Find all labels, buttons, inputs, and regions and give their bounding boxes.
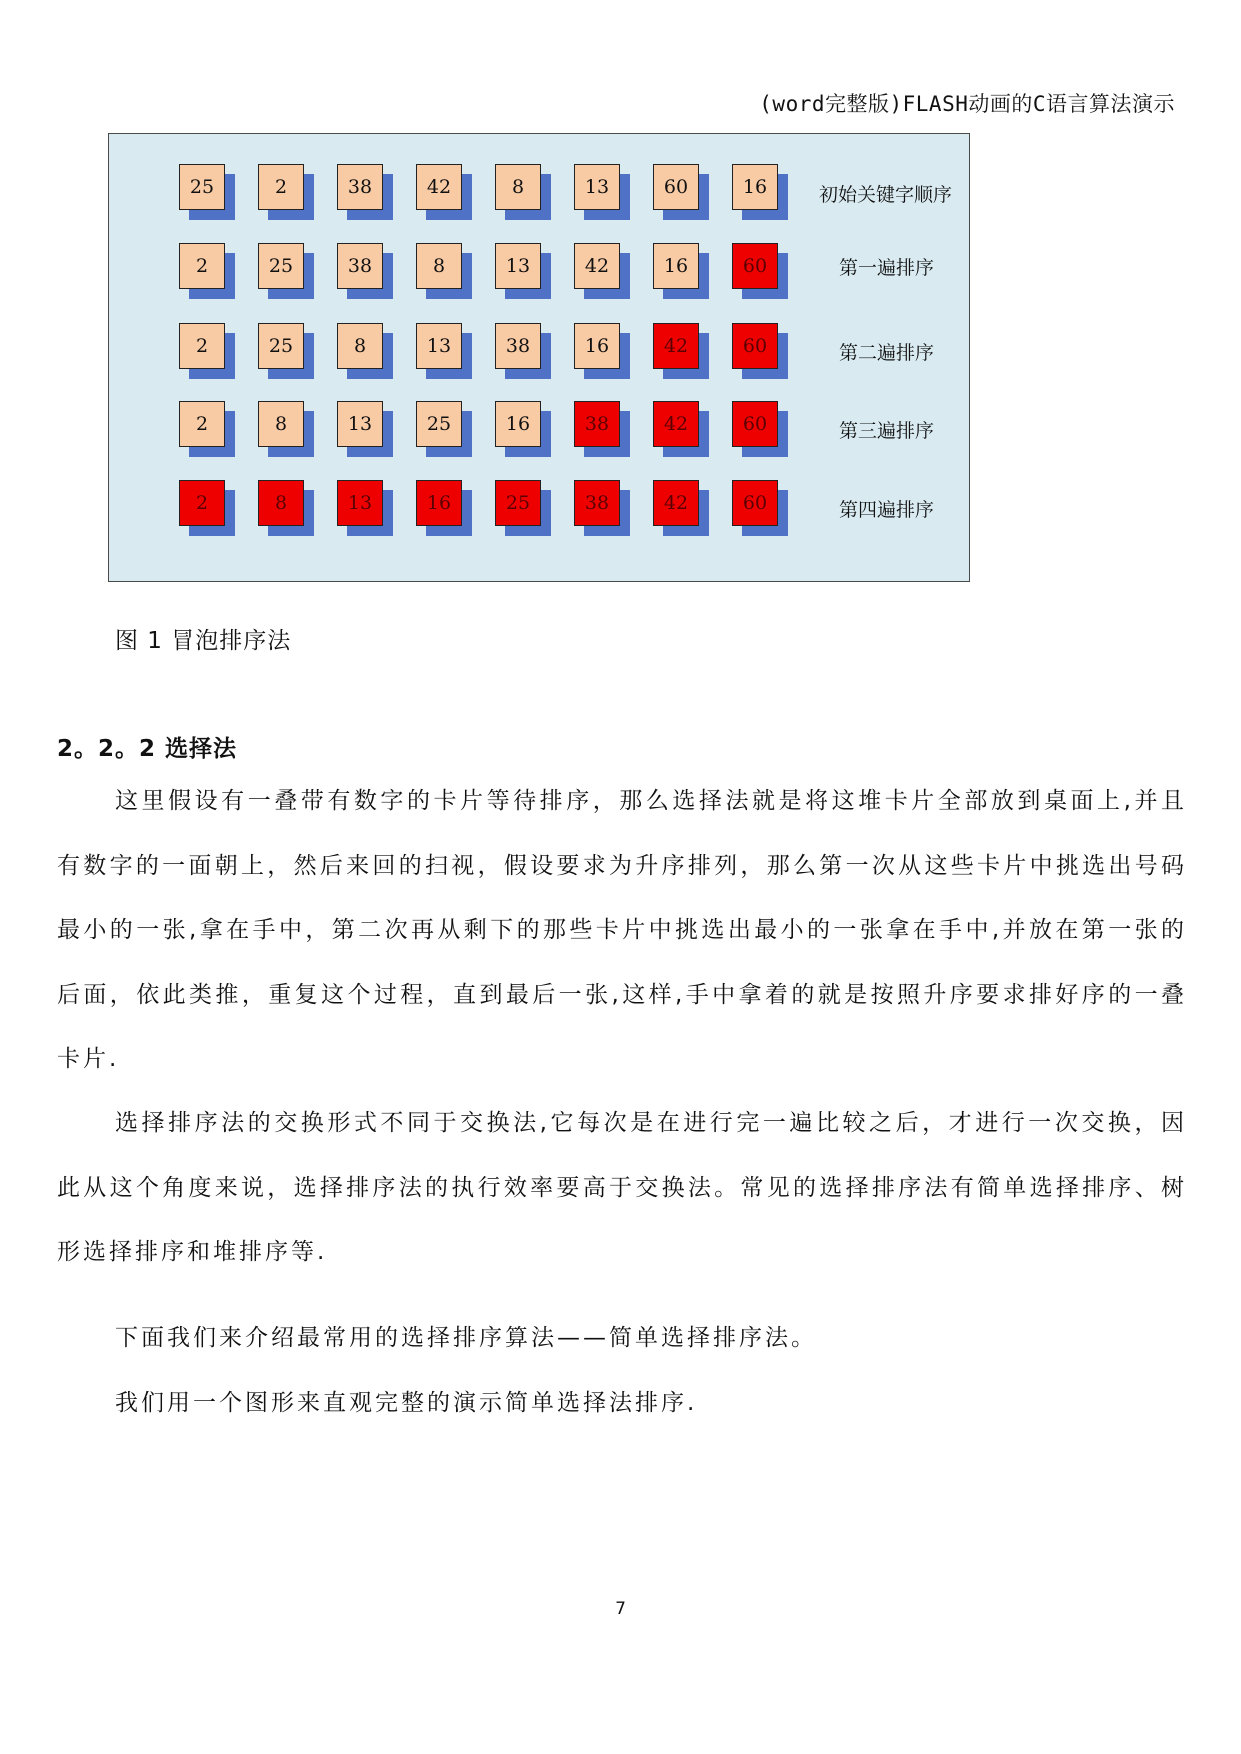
row-label: 第一遍排序	[839, 257, 935, 279]
sort-card: 38	[574, 480, 620, 526]
sort-card: 2	[258, 164, 304, 210]
sort-card: 16	[732, 164, 778, 210]
sort-card: 38	[337, 164, 383, 210]
sort-card: 38	[495, 323, 541, 369]
sort-card: 8	[258, 480, 304, 526]
sort-card: 60	[732, 243, 778, 289]
paragraph-1: 这里假设有一叠带有数字的卡片等待排序，那么选择法就是将这堆卡片全部放到桌面上,并且有数字的一面朝上，然后来回的扫视，假设要求为升序排列，那么第一次从这些卡片中挑选出号码最小的一张,拿在手中，第二次再从剩下的那些卡片中挑选出最小的一张拿在手中,并放在第一张的后面，依此类推，重复这个过程，直到最后一张,这样,手中拿着的就是按照升序要求排好序的一叠卡片.	[57, 788, 1187, 1072]
sort-card: 13	[337, 401, 383, 447]
sort-card: 25	[495, 480, 541, 526]
sort-card: 16	[574, 323, 620, 369]
paragraph-4: 我们用一个图形来直观完整的演示简单选择法排序.	[115, 1390, 698, 1416]
sort-card: 16	[653, 243, 699, 289]
sort-card: 38	[337, 243, 383, 289]
row-label: 第三遍排序	[839, 420, 935, 442]
row-label: 第四遍排序	[839, 499, 935, 521]
sort-card: 2	[179, 323, 225, 369]
section-heading: 2。2。2 选择法	[57, 736, 238, 762]
sort-card: 25	[416, 401, 462, 447]
sort-card: 60	[732, 401, 778, 447]
sort-card: 13	[574, 164, 620, 210]
sort-card: 38	[574, 401, 620, 447]
row-label: 第二遍排序	[839, 342, 935, 364]
sort-card: 42	[574, 243, 620, 289]
paragraph-3: 下面我们来介绍最常用的选择排序算法——简单选择排序法。	[115, 1325, 817, 1351]
figure-caption: 图 1 冒泡排序法	[115, 628, 292, 654]
sort-card: 25	[258, 323, 304, 369]
sort-card: 60	[653, 164, 699, 210]
sort-card: 13	[337, 480, 383, 526]
sort-card: 13	[416, 323, 462, 369]
sort-card: 60	[732, 480, 778, 526]
sort-card: 8	[416, 243, 462, 289]
sort-card: 42	[653, 401, 699, 447]
page-number: 7	[615, 1599, 626, 1619]
paragraph-2: 选择排序法的交换形式不同于交换法,它每次是在进行完一遍比较之后，才进行一次交换，因此从这个角度来说，选择排序法的执行效率要高于交换法。常见的选择排序法有简单选择排序、树形选择排序和堆排序等.	[57, 1110, 1187, 1265]
sort-card: 13	[495, 243, 541, 289]
sort-card: 42	[416, 164, 462, 210]
sort-card: 2	[179, 401, 225, 447]
sort-card: 2	[179, 243, 225, 289]
sort-card: 42	[653, 323, 699, 369]
sort-card: 25	[179, 164, 225, 210]
row-label: 初始关键字顺序	[819, 184, 953, 206]
sort-card: 8	[258, 401, 304, 447]
sort-card: 8	[495, 164, 541, 210]
sort-card: 2	[179, 480, 225, 526]
sort-card: 42	[653, 480, 699, 526]
sort-card: 16	[495, 401, 541, 447]
sort-card: 25	[258, 243, 304, 289]
sort-card: 16	[416, 480, 462, 526]
bubble-sort-figure	[108, 133, 970, 582]
sort-card: 8	[337, 323, 383, 369]
sort-card: 60	[732, 323, 778, 369]
page-header: (word完整版)FLASH动画的C语言算法演示	[759, 92, 1175, 116]
